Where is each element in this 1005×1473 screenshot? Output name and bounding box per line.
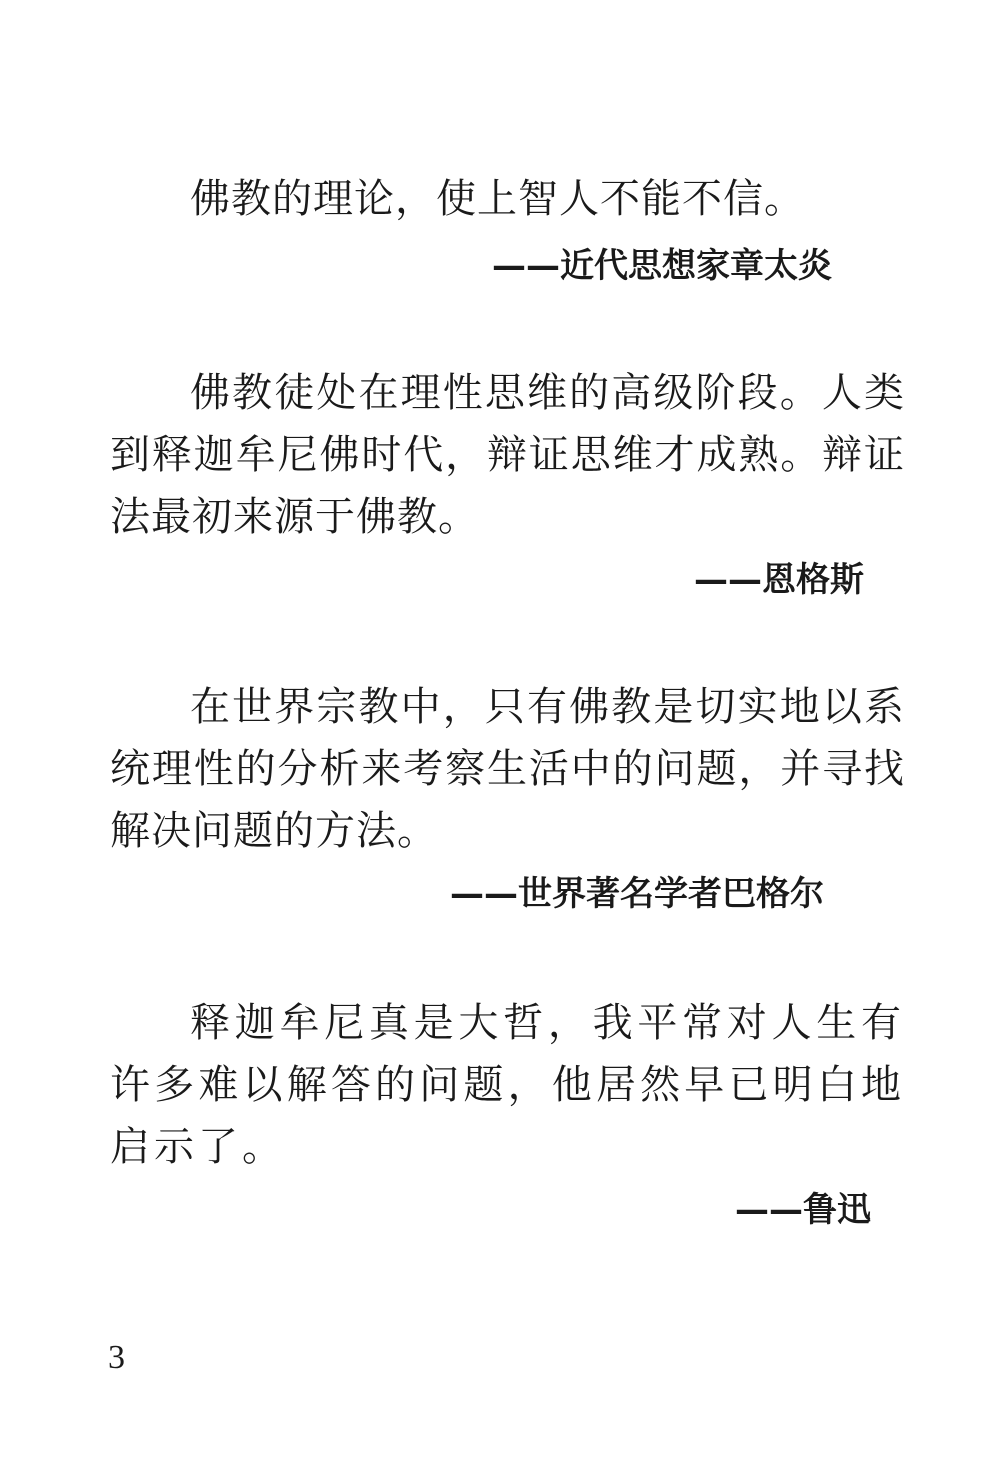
quote-attribution: ——鲁迅 [735,1190,871,1230]
quote-paragraph: 释迦牟尼真是大哲，我平常对人生有许多难以解答的问题，他居然早已明白地启示了。 [110,1000,905,1170]
quote-attribution: ——恩格斯 [694,560,864,600]
quote-attribution: ——近代思想家章太炎 [492,246,832,286]
quote-paragraph: 在世界宗教中，只有佛教是切实地以系统理性的分析来考察生活中的问题，并寻找解决问题的方法。 [110,684,905,854]
quote-paragraph: 佛教徒处在理性思维的高级阶段。人类到释迦牟尼佛时代，辩证思维才成熟。辩证法最初来源于佛教。 [110,370,905,540]
quote-paragraph: 佛教的理论，使上智人不能不信。 [190,176,805,222]
page-number: 3 [108,1339,125,1376]
quote-attribution: ——世界著名学者巴格尔 [450,874,824,914]
